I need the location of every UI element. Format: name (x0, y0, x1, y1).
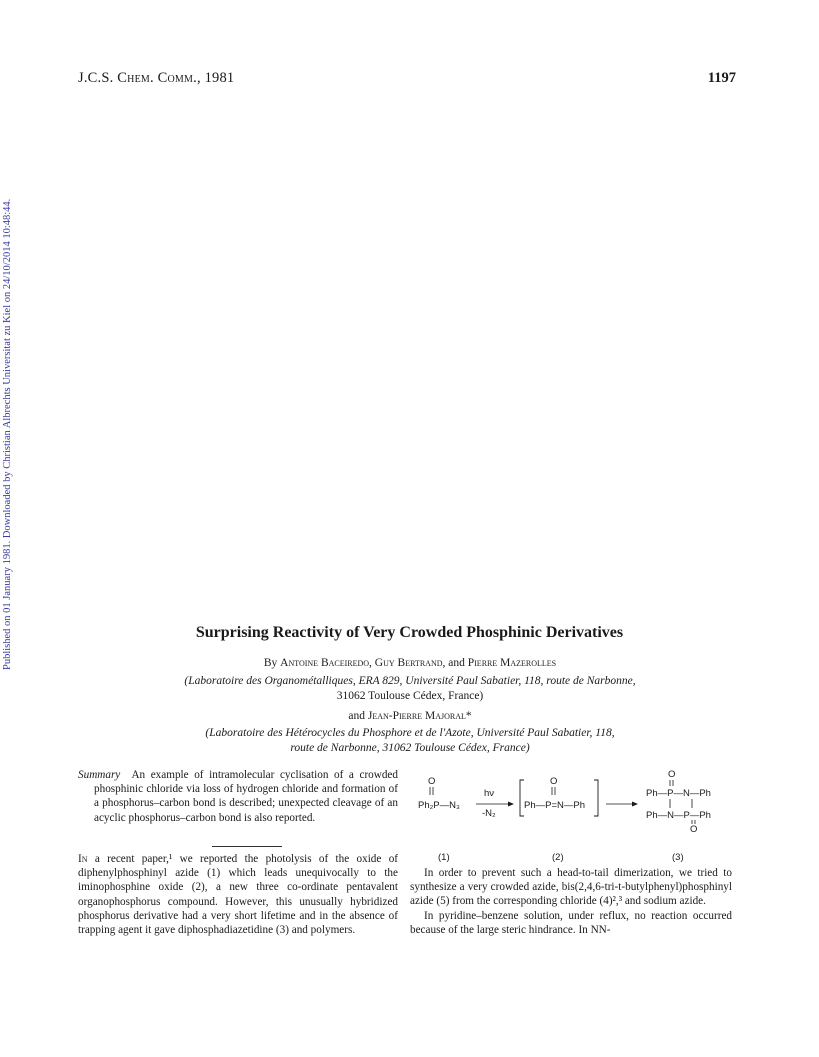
journal-name: Chem. Comm. (117, 70, 197, 86)
arrow-top-label: hν (484, 788, 495, 799)
compound-labels (410, 852, 740, 866)
intermediate-formula: Ph—P=N—Ph (524, 800, 585, 811)
right-column (410, 866, 732, 937)
and-label-2: and (348, 710, 365, 722)
reactant-formula: Ph₂P—N₃ (418, 800, 460, 811)
download-watermark[interactable]: Published on 01 January 1981. Downloaded by Christian Albrechts Universitat zu Kiel on 24/10/2014 10:48:44. (2, 198, 13, 670)
summary-text: An example of intramolecular cyclisation of a crowded phosphinic chloride via loss of hydrogen chloride and formation of a phosphorus–carbon bond is described; unexpected cleavage of an acyclic phosphorus–carbon bond is also reported. (94, 769, 398, 824)
product-oxygen-top: O (668, 769, 676, 780)
reactant-oxygen: O (428, 776, 436, 787)
label-compound-1: (1) (438, 852, 450, 863)
and-label: and (448, 657, 465, 669)
product-bottom-row: Ph—N—P—Ph (646, 810, 711, 821)
author-names: Antoine Baceiredo, Guy Bertrand, (280, 657, 446, 669)
arrow-bottom-label: -N₂ (482, 808, 496, 819)
affiliation-2-line-1: (Laboratoire des Hétérocycles du Phosphore et de l'Azote, Université Paul Sabatier, 118, (205, 727, 615, 739)
summary-paragraph (78, 768, 398, 825)
journal-prefix: J.C.S. (78, 70, 118, 86)
section-divider (212, 846, 282, 847)
journal-header (78, 70, 234, 87)
by-label: By (263, 657, 278, 669)
right-paragraph-2: In pyridine–benzene solution, under reflux, no reaction occurred because of the large steric hindrance. In NN- (410, 909, 732, 936)
author-last: Pierre Mazerolles (467, 657, 557, 669)
intro-text: a recent paper,¹ we reported the photolysis of the oxide of diphenylphosphinyl azide (1) which leads unequivocally to the iminophosphine oxide (2), a new three co-ordinate pentavalent organophosphorus compound. However, this unusually hybridized phosphorus derivative had a very short lifetime and in the absence of trapping agent it gave diphosphadiazetidine (3) and polymers. (78, 853, 399, 937)
journal-year: , 1981 (196, 70, 235, 86)
reaction-scheme-drawing (410, 768, 740, 828)
bracket-right (594, 780, 598, 816)
intermediate-oxygen: O (550, 776, 558, 787)
product-top-row: Ph—P—N—Ph (646, 788, 711, 799)
product-oxygen-bottom: O (690, 824, 698, 835)
page-number: 1197 (707, 70, 736, 86)
label-compound-2: (2) (552, 852, 564, 863)
right-paragraph-1: In order to prevent such a head-to-tail dimerization, we tried to synthesize a very crowded azide, bis(2,4,6-tri-t-butylphenyl)phosphinyl azide (5) from the corresponding chloride (4)²,³ and sodium azide. (410, 867, 732, 908)
affiliation-2-line-2: route de Narbonne, 31062 Toulouse Cédex, France) (290, 742, 530, 754)
affiliation-1-line-1: (Laboratoire des Organométalliques, ERA 829, Université Paul Sabatier, 118, route de Narbonne, (184, 675, 636, 687)
affiliation-1-line-2: 31062 Toulouse Cédex, France) (336, 690, 484, 702)
author-line-2 (80, 709, 740, 724)
label-compound-3: (3) (672, 852, 684, 863)
lead-word: In (78, 853, 88, 865)
author-line-1 (80, 656, 740, 671)
article-title: Surprising Reactivity of Very Crowded Phosphinic Derivatives (195, 624, 624, 641)
author-majoral: Jean-Pierre Majoral* (367, 710, 472, 722)
left-column (78, 852, 398, 937)
summary-label: Summary (78, 769, 121, 781)
